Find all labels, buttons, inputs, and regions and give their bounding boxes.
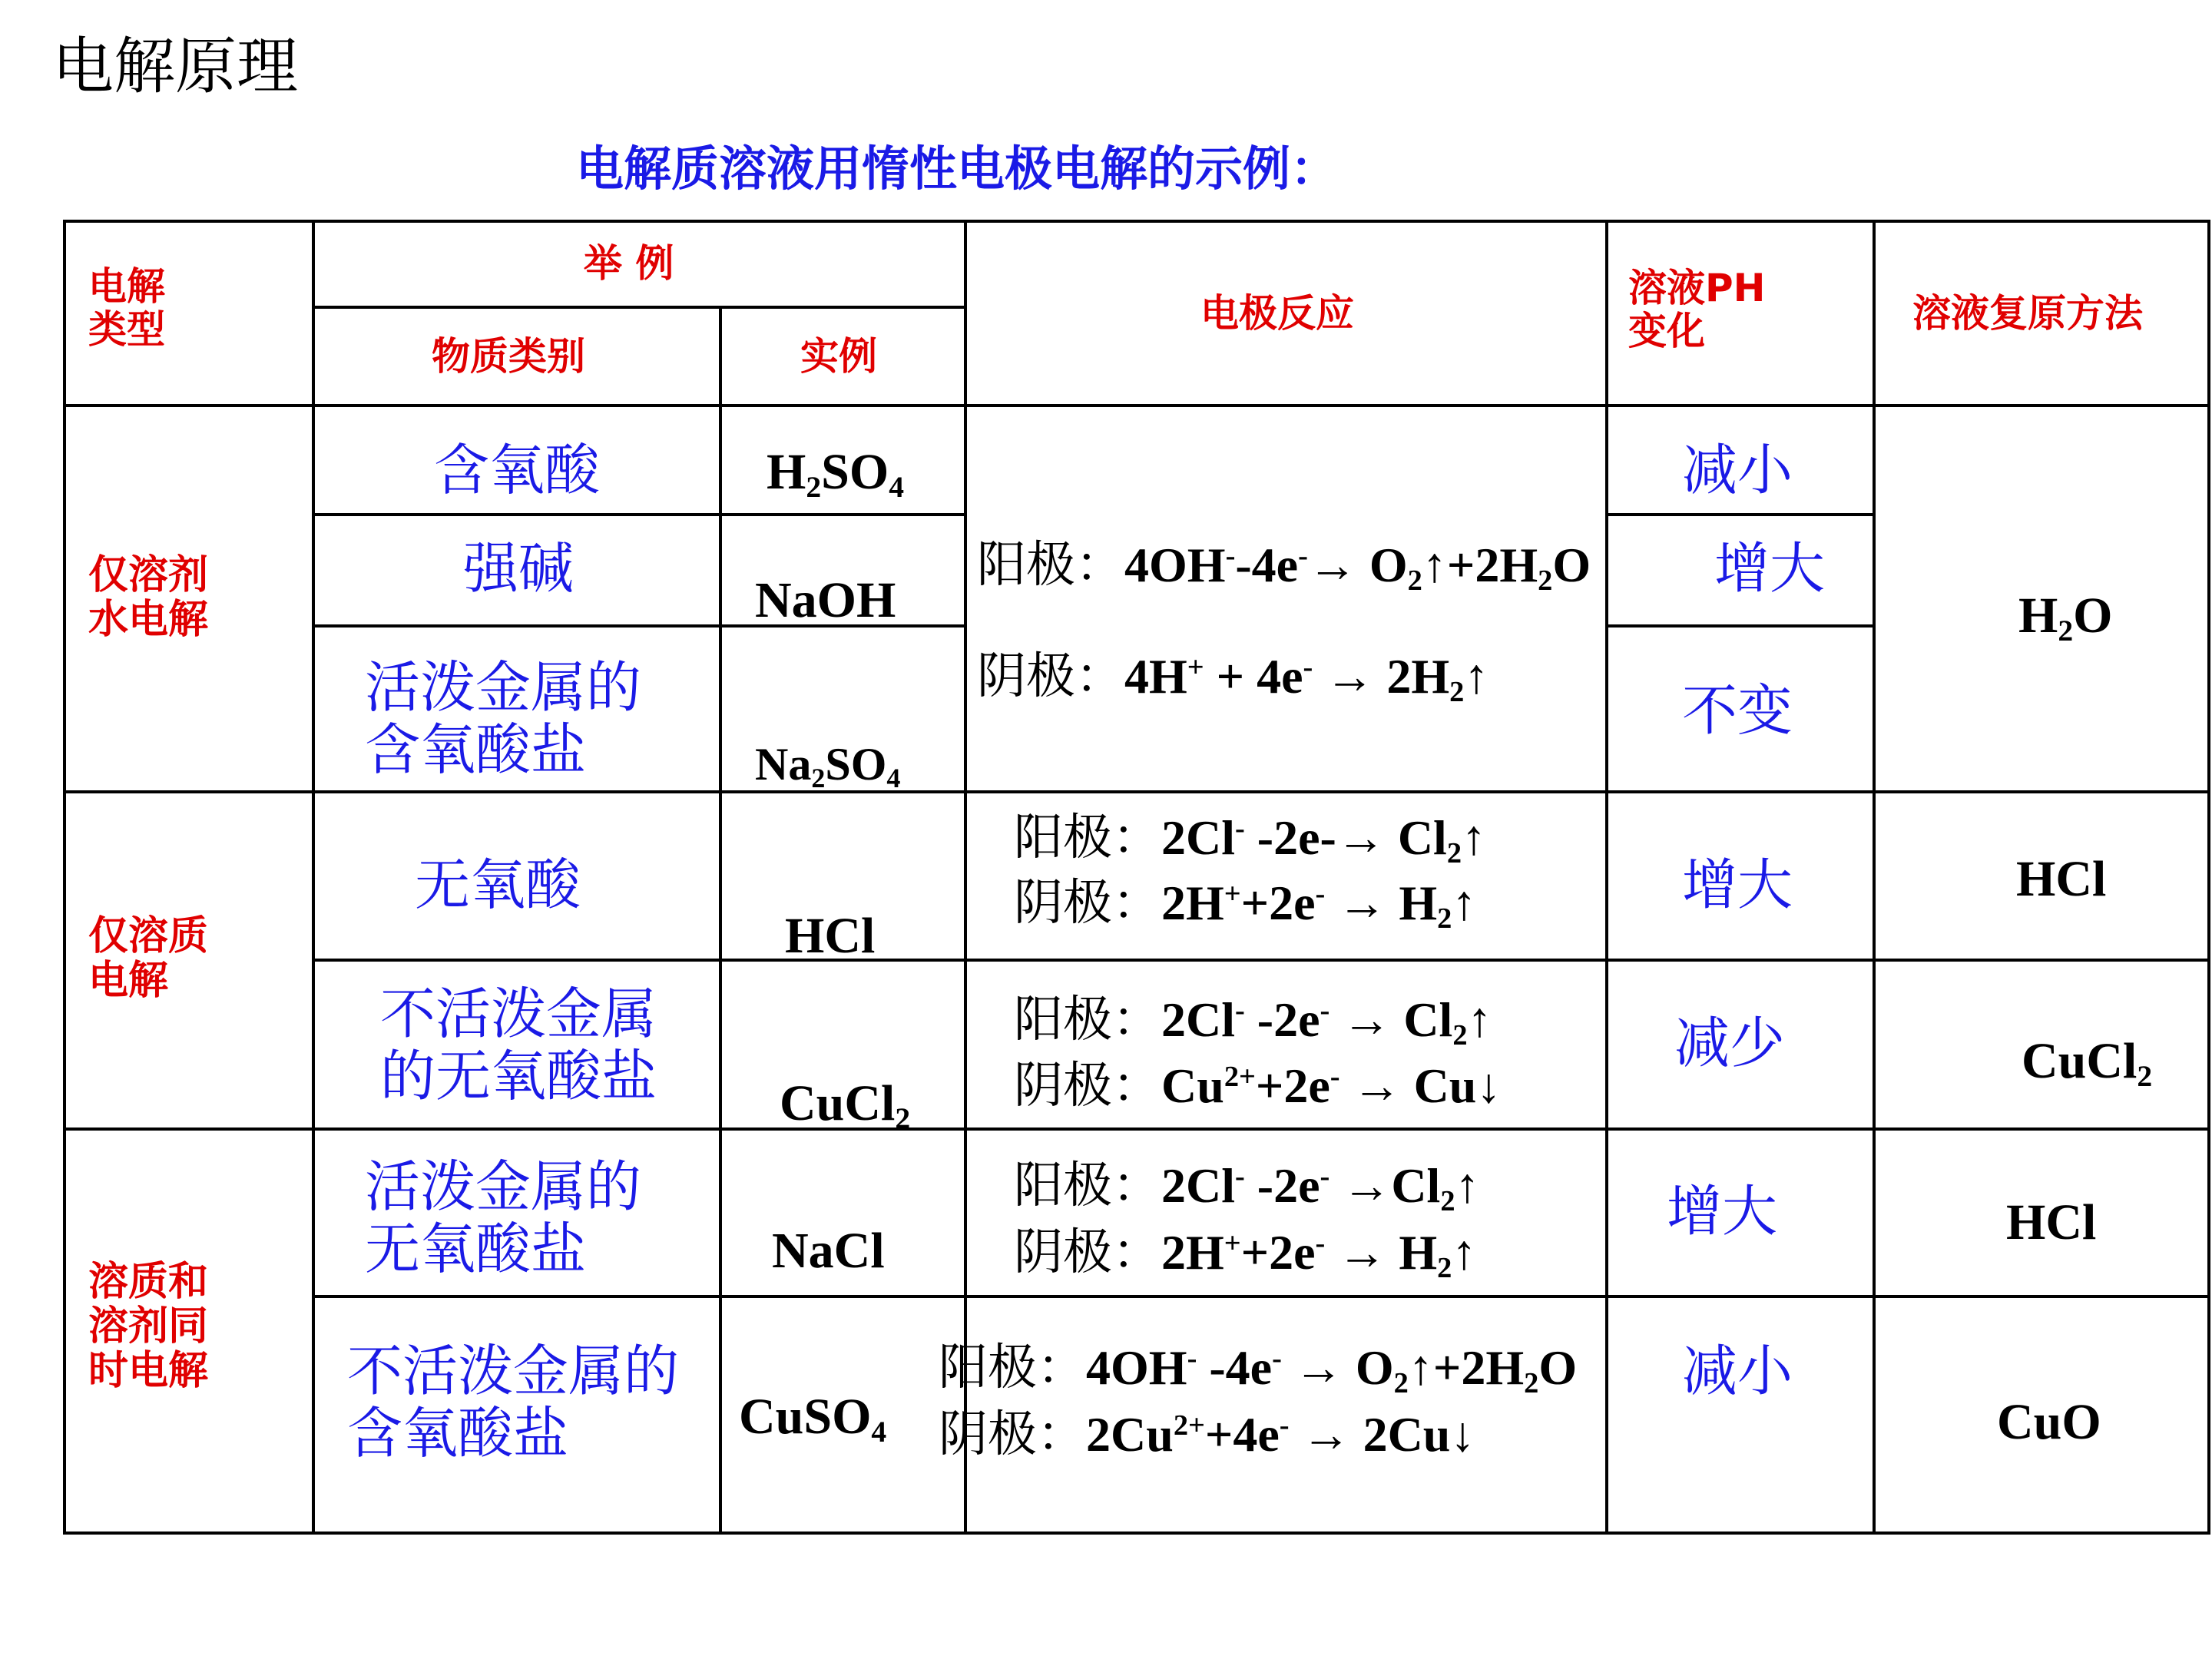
header-reaction: 电极反应 — [1200, 291, 1354, 336]
instance-naoh: NaOH — [755, 572, 896, 628]
instance-na2so4: $Na_2SO_4$ — [755, 739, 901, 794]
category-strong-base: 强碱 — [463, 536, 575, 601]
type-solute: 仅溶质 电解 — [88, 913, 209, 1005]
reaction-nacl-anode: 阳极：2Cl- $-2e^- \to Cl_2↑$ — [1014, 1157, 1480, 1217]
instance-hcl: HCl — [785, 908, 876, 964]
ph-naoh: 增大 — [1714, 536, 1826, 601]
header-ph: 溶液PH 变化 — [1628, 266, 1766, 353]
instance-nacl: NaCl — [772, 1223, 885, 1279]
ph-hcl: 增大 — [1682, 853, 1793, 917]
table-caption: 电解质溶液用惰性电极电解的示例： — [576, 141, 1339, 197]
type-both: 溶质和 溶剂同 时电解 — [88, 1259, 209, 1395]
category-active-nonoxysalt: 活泼金属的 无氧酸盐 — [365, 1154, 642, 1281]
ph-nacl: 增大 — [1667, 1179, 1778, 1243]
instance-h2so4: $H_2SO_4$ — [767, 444, 904, 505]
instance-cuso4: CuSO$_4$ — [739, 1389, 887, 1449]
reaction-hcl-anode: 阳极：2Cl- $-2e-\to Cl_2↑$ — [1014, 810, 1487, 869]
type-water: 仅溶剂 水电解 — [88, 552, 209, 644]
restore-cuo: CuO — [1997, 1394, 2101, 1450]
reaction-cuso4-anode: 阳极：4OH- $-4e^- \to O_2↑+2H_2O$ — [939, 1339, 1578, 1399]
reaction-cucl2-anode: 阳极：2Cl- $-2e^- \to Cl_2↑$ — [1014, 992, 1492, 1051]
reaction-cucl2-cathode: 阴极：$Cu^{2+}+2e^-$ → Cu↓ — [1014, 1058, 1502, 1114]
header-example: 举 例 — [584, 241, 674, 286]
reaction-nacl-cathode: 阴极：$2H^++2e^- \to H_2↑$ — [1014, 1224, 1477, 1284]
category-inactive-nonoxysalt: 不活泼金属 的无氧酸盐 — [380, 982, 657, 1108]
restore-hcl-1: HCl — [2016, 851, 2107, 907]
header-type: 电解 类型 — [88, 264, 165, 352]
ph-h2so4: 减小 — [1682, 438, 1793, 502]
reaction-hcl-cathode: 阴极：$2H^++2e^- \to H_2↑$ — [1014, 875, 1477, 935]
restore-hcl-2: HCl — [2006, 1194, 2097, 1250]
page-title: 电解原理 — [52, 31, 298, 102]
reaction-water-cathode: 阴极：$4H^+ + 4e^- \to 2H_2↑$ — [977, 648, 1489, 708]
instance-cucl2: CuCl$_2$ — [780, 1075, 911, 1136]
reaction-water-anode: 阳极：$4OH^--4e^-\to O_2↑+2H_2O$ — [977, 537, 1591, 597]
restore-water: $H_2O$ — [2018, 588, 2113, 648]
category-active-oxysalt: 活泼金属的 含氧酸盐 — [365, 655, 642, 782]
category-oxyacid: 含氧酸 — [434, 438, 601, 502]
ph-cucl2: 减少 — [1674, 1011, 1786, 1075]
category-inactive-oxysalt: 不活泼金属的 含氧酸盐 — [347, 1339, 680, 1465]
category-nonoxyacid: 无氧酸 — [415, 853, 581, 917]
header-instance: 实例 — [800, 334, 877, 379]
header-category: 物质类别 — [432, 334, 585, 379]
reaction-cuso4-cathode: 阴极：$2Cu^{2+}+4e^-$ → 2Cu↓ — [939, 1406, 1475, 1463]
ph-na2so4: 不变 — [1682, 678, 1793, 743]
header-restore: 溶液复原方法 — [1912, 291, 2143, 336]
ph-cuso4: 减小 — [1682, 1339, 1793, 1403]
restore-cucl2: CuCl$_2$ — [2022, 1033, 2153, 1094]
